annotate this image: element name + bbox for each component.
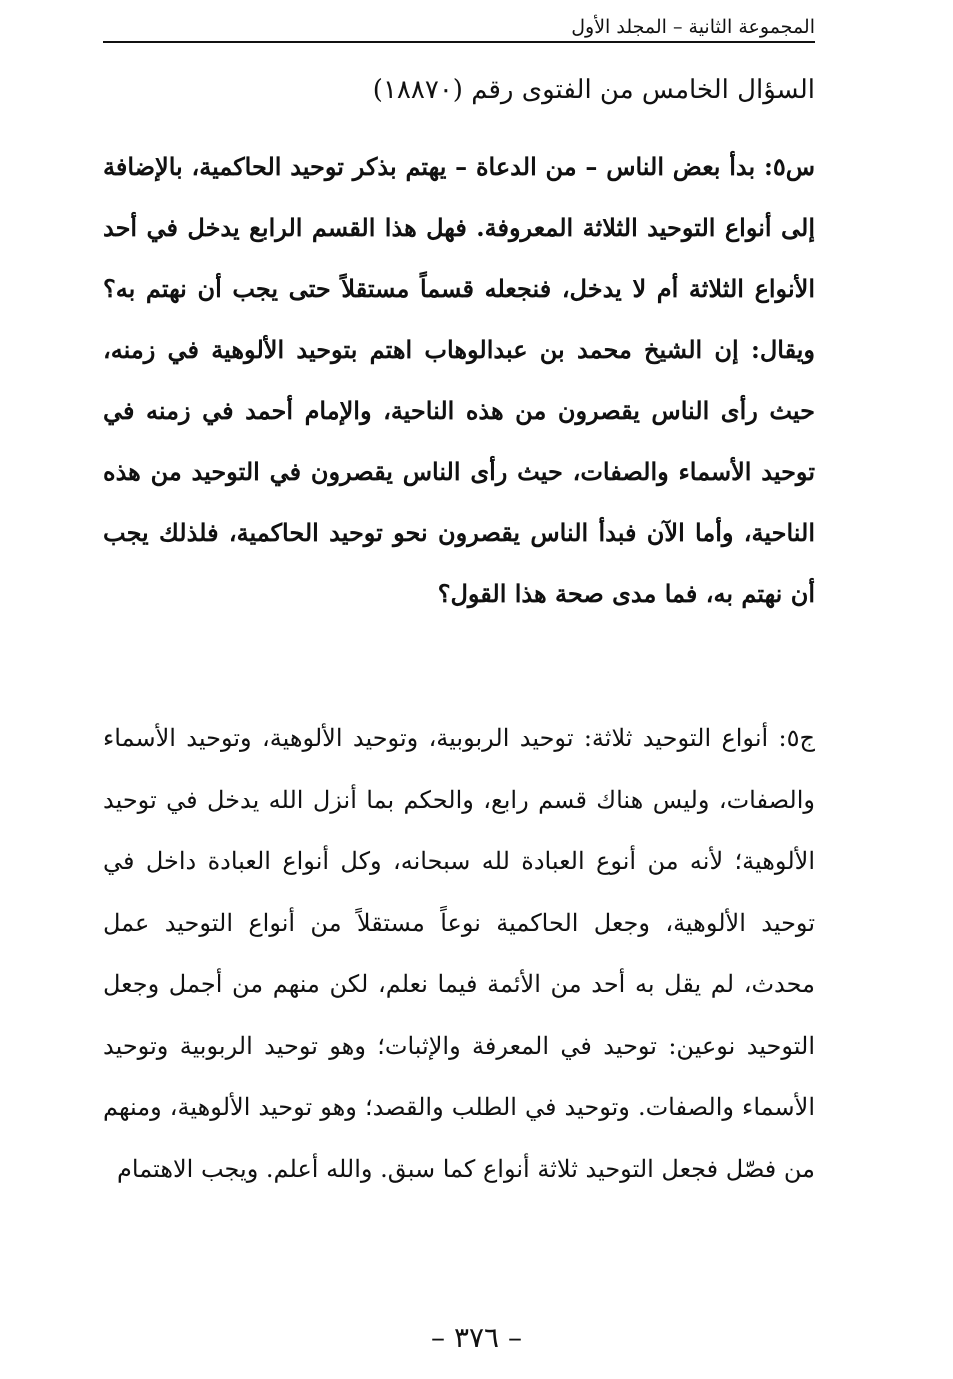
question-paragraph: س٥: بدأ بعض الناس – من الدعاة – يهتم بذكر توحيد الحاكمية، بالإضافة إلى أنواع التوحيد الثلاثة المعروفة. فهل هذا القسم الرابع يدخل في أحد الأنواع الثلاثة أم لا يدخل، فنجعله قسماً مستقلاً حتى يجب أن نهتم به؟ ويقال: إن الشيخ محمد بن عبدالوهاب اهتم بتوحيد الألوهية في زمنه، حيث رأى الناس يقصرون من هذه الناحية، والإمام أحمد في زمنه في توحيد الأسماء والصفات، حيث رأى الناس يقصرون في التوحيد من هذه الناحية، وأما الآن فبدأ الناس يقصرون نحو توحيد الحاكمية، فلذلك يجب أن نهتم به، فما مدى صحة هذا القول؟ xyxy=(103,152,815,608)
answer-paragraph: ج٥: أنواع التوحيد ثلاثة: توحيد الربوبية، وتوحيد الألوهية، وتوحيد الأسماء والصفات، وليس هناك قسم رابع، والحكم بما أنزل الله يدخل في توحيد الألوهية؛ لأنه من أنوع العبادة لله سبحانه، وكل أنواع العبادة داخل في توحيد الألوهية، وجعل الحاكمية نوعاً مستقلاً من أنواع التوحيد عمل محدث، لم يقل به أحد من الأئمة فيما نعلم، لكن منهم من أجمل وجعل التوحيد نوعين: توحيد في المعرفة والإثبات؛ وهو توحيد الربوبية وتوحيد الأسماء والصفات. وتوحيد في الطلب والقصد؛ وهو توحيد الألوهية، ومنهم من فصّل فجعل التوحيد ثلاثة أنواع كما سبق. والله أعلم. ويجب الاهتمام xyxy=(103,724,815,1183)
page-number: – ٣٧٦ – xyxy=(431,1321,522,1354)
header-divider xyxy=(103,41,815,43)
running-header: المجموعة الثانية – المجلد الأول xyxy=(571,16,815,38)
fatwa-reference: السؤال الخامس من الفتوى رقم (١٨٨٧٠) xyxy=(372,75,815,105)
